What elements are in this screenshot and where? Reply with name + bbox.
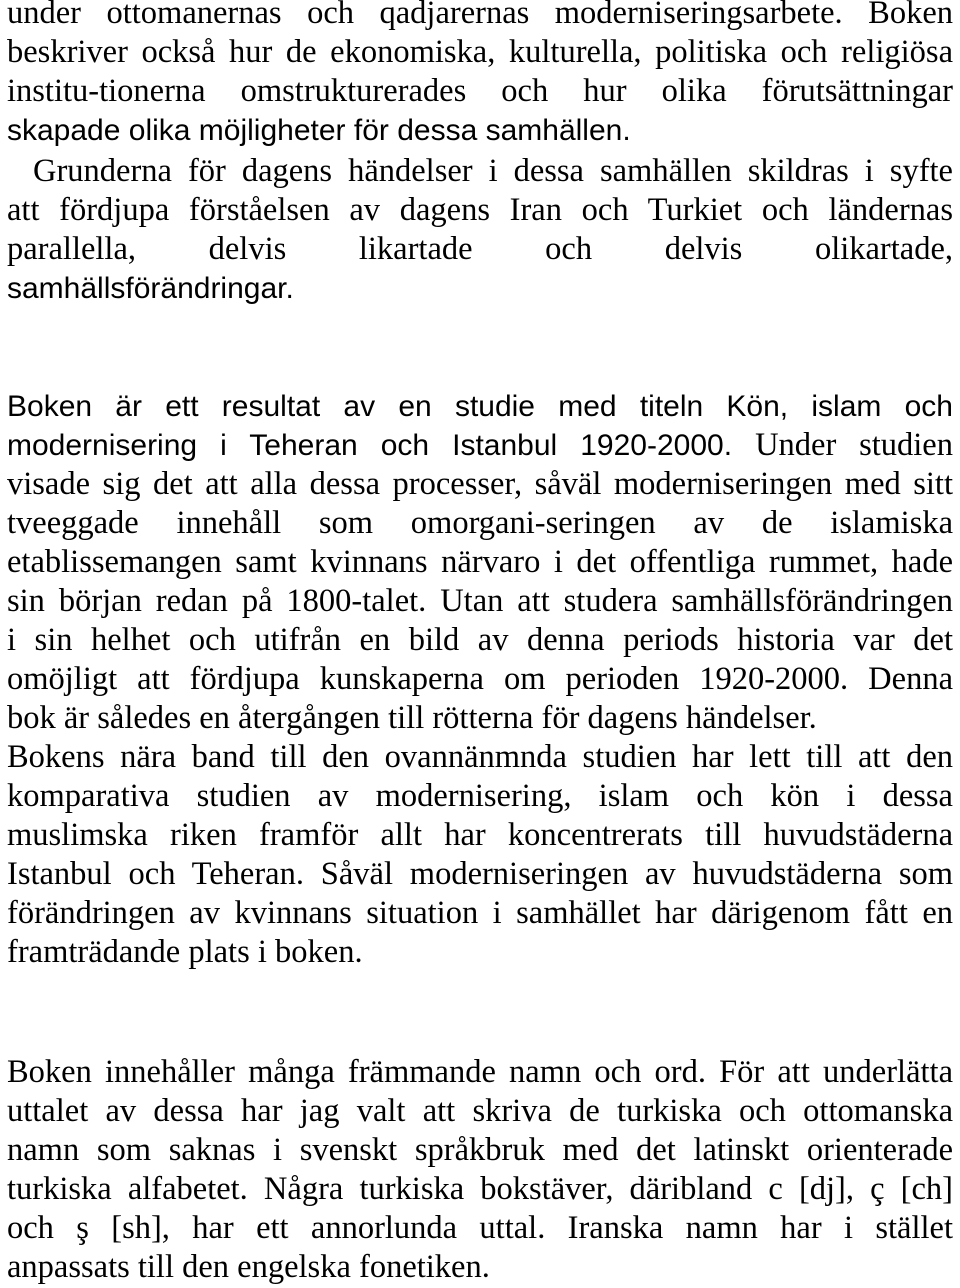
text-line xyxy=(7,1170,953,1210)
text-line xyxy=(7,1053,953,1093)
text-line xyxy=(7,504,953,544)
text-line xyxy=(7,191,953,231)
text-segment: skapade olika möjligheter för dessa samhällen. xyxy=(7,114,631,147)
text-segment: turkiska alfabetet. Några turkiska bokstäver, däribland c [dj], ç [ch] xyxy=(7,1171,953,1207)
text-line xyxy=(7,111,953,151)
text-segment: under ottomanernas och qadjarernas moderniseringsarbete. Boken xyxy=(7,0,953,31)
text-segment: Bokens nära band till den ovannänmnda studien har lett till att den xyxy=(7,739,953,775)
text-line xyxy=(7,72,953,112)
text-line xyxy=(7,230,953,270)
text-segment: och ş [sh], har ett annorlunda uttal. Iranska namn har i stället xyxy=(7,1210,953,1246)
text-segment: visade sig det att alla dessa processer, såväl moderniseringen med sitt xyxy=(7,466,953,502)
text-segment: Istanbul och Teheran. Såväl moderniseringen av huvudstäderna som xyxy=(7,856,953,892)
text-segment: tveeggade innehåll som omorgani-seringen av de islamiska xyxy=(7,505,953,541)
text-segment: komparativa studien av modernisering, islam och kön i dessa xyxy=(7,778,953,814)
text-line xyxy=(7,1248,953,1288)
text-line xyxy=(7,855,953,895)
text-segment: namn som saknas i svenskt språkbruk med det latinskt orienterade xyxy=(7,1132,953,1168)
text-segment: att fördjupa förståelsen av dagens Iran och Turkiet och ländernas xyxy=(7,192,953,228)
text-line xyxy=(7,816,953,856)
text-line xyxy=(7,387,953,427)
text-line xyxy=(7,582,953,622)
text-segment: Under studien xyxy=(755,427,953,463)
text-segment: sin början redan på 1800-talet. xyxy=(7,583,441,619)
text-line xyxy=(7,1092,953,1132)
text-segment: Grunderna för dagens händelser i dessa samhällen skildras i syfte xyxy=(33,153,953,189)
text-line xyxy=(7,465,953,505)
text-segment: samhällsförändringar. xyxy=(7,272,294,305)
text-line xyxy=(7,894,953,934)
text-line xyxy=(7,777,953,817)
text-line xyxy=(7,621,953,661)
text-segment: modernisering i Teheran och Istanbul 1920-2000. xyxy=(7,429,756,462)
text-segment: Boken innehåller många främmande namn och ord. För att underlätta xyxy=(7,1054,953,1090)
text-segment: bok är således en återgången till rötterna för dagens händelser. xyxy=(7,700,817,736)
text-line xyxy=(7,33,953,73)
text-line xyxy=(7,1209,953,1249)
text-segment: uttalet av dessa har jag valt att skriva de turkiska och ottomanska xyxy=(7,1093,953,1129)
text-line xyxy=(7,0,953,34)
text-line xyxy=(7,1131,953,1171)
text-segment: framträdande plats i boken. xyxy=(7,934,363,970)
text-segment: beskriver också hur de ekonomiska, kulturella, politiska och religiösa xyxy=(7,34,953,70)
text-segment: etablissemangen samt kvinnans närvaro i det offentliga rummet, hade xyxy=(7,544,953,580)
text-segment: Boken är ett resultat av en studie med titeln Kön, islam och xyxy=(7,390,953,423)
text-line xyxy=(7,543,953,583)
text-segment: Utan att studera samhällsförändringen xyxy=(440,583,953,619)
text-line xyxy=(7,738,953,778)
text-segment: institu-tionerna omstrukturerades och hur olika förutsättningar xyxy=(7,73,953,109)
text-line xyxy=(7,660,953,700)
text-segment: parallella, delvis likartade och delvis olikartade, xyxy=(7,231,953,267)
text-segment: i sin helhet och utifrån en bild av denna periods historia var det xyxy=(7,622,953,658)
text-line xyxy=(7,426,953,466)
text-segment: anpassats till den engelska fonetiken. xyxy=(7,1249,490,1285)
text-line xyxy=(7,699,953,739)
text-line xyxy=(7,933,953,973)
text-segment: förändringen av kvinnans situation i samhället har därigenom fått en xyxy=(7,895,953,931)
text-line xyxy=(33,152,953,192)
text-line xyxy=(7,269,953,309)
text-segment: omöjligt att fördjupa kunskaperna om perioden 1920-2000. Denna xyxy=(7,661,953,697)
text-segment: muslimska riken framför allt har koncentrerats till huvudstäderna xyxy=(7,817,953,853)
